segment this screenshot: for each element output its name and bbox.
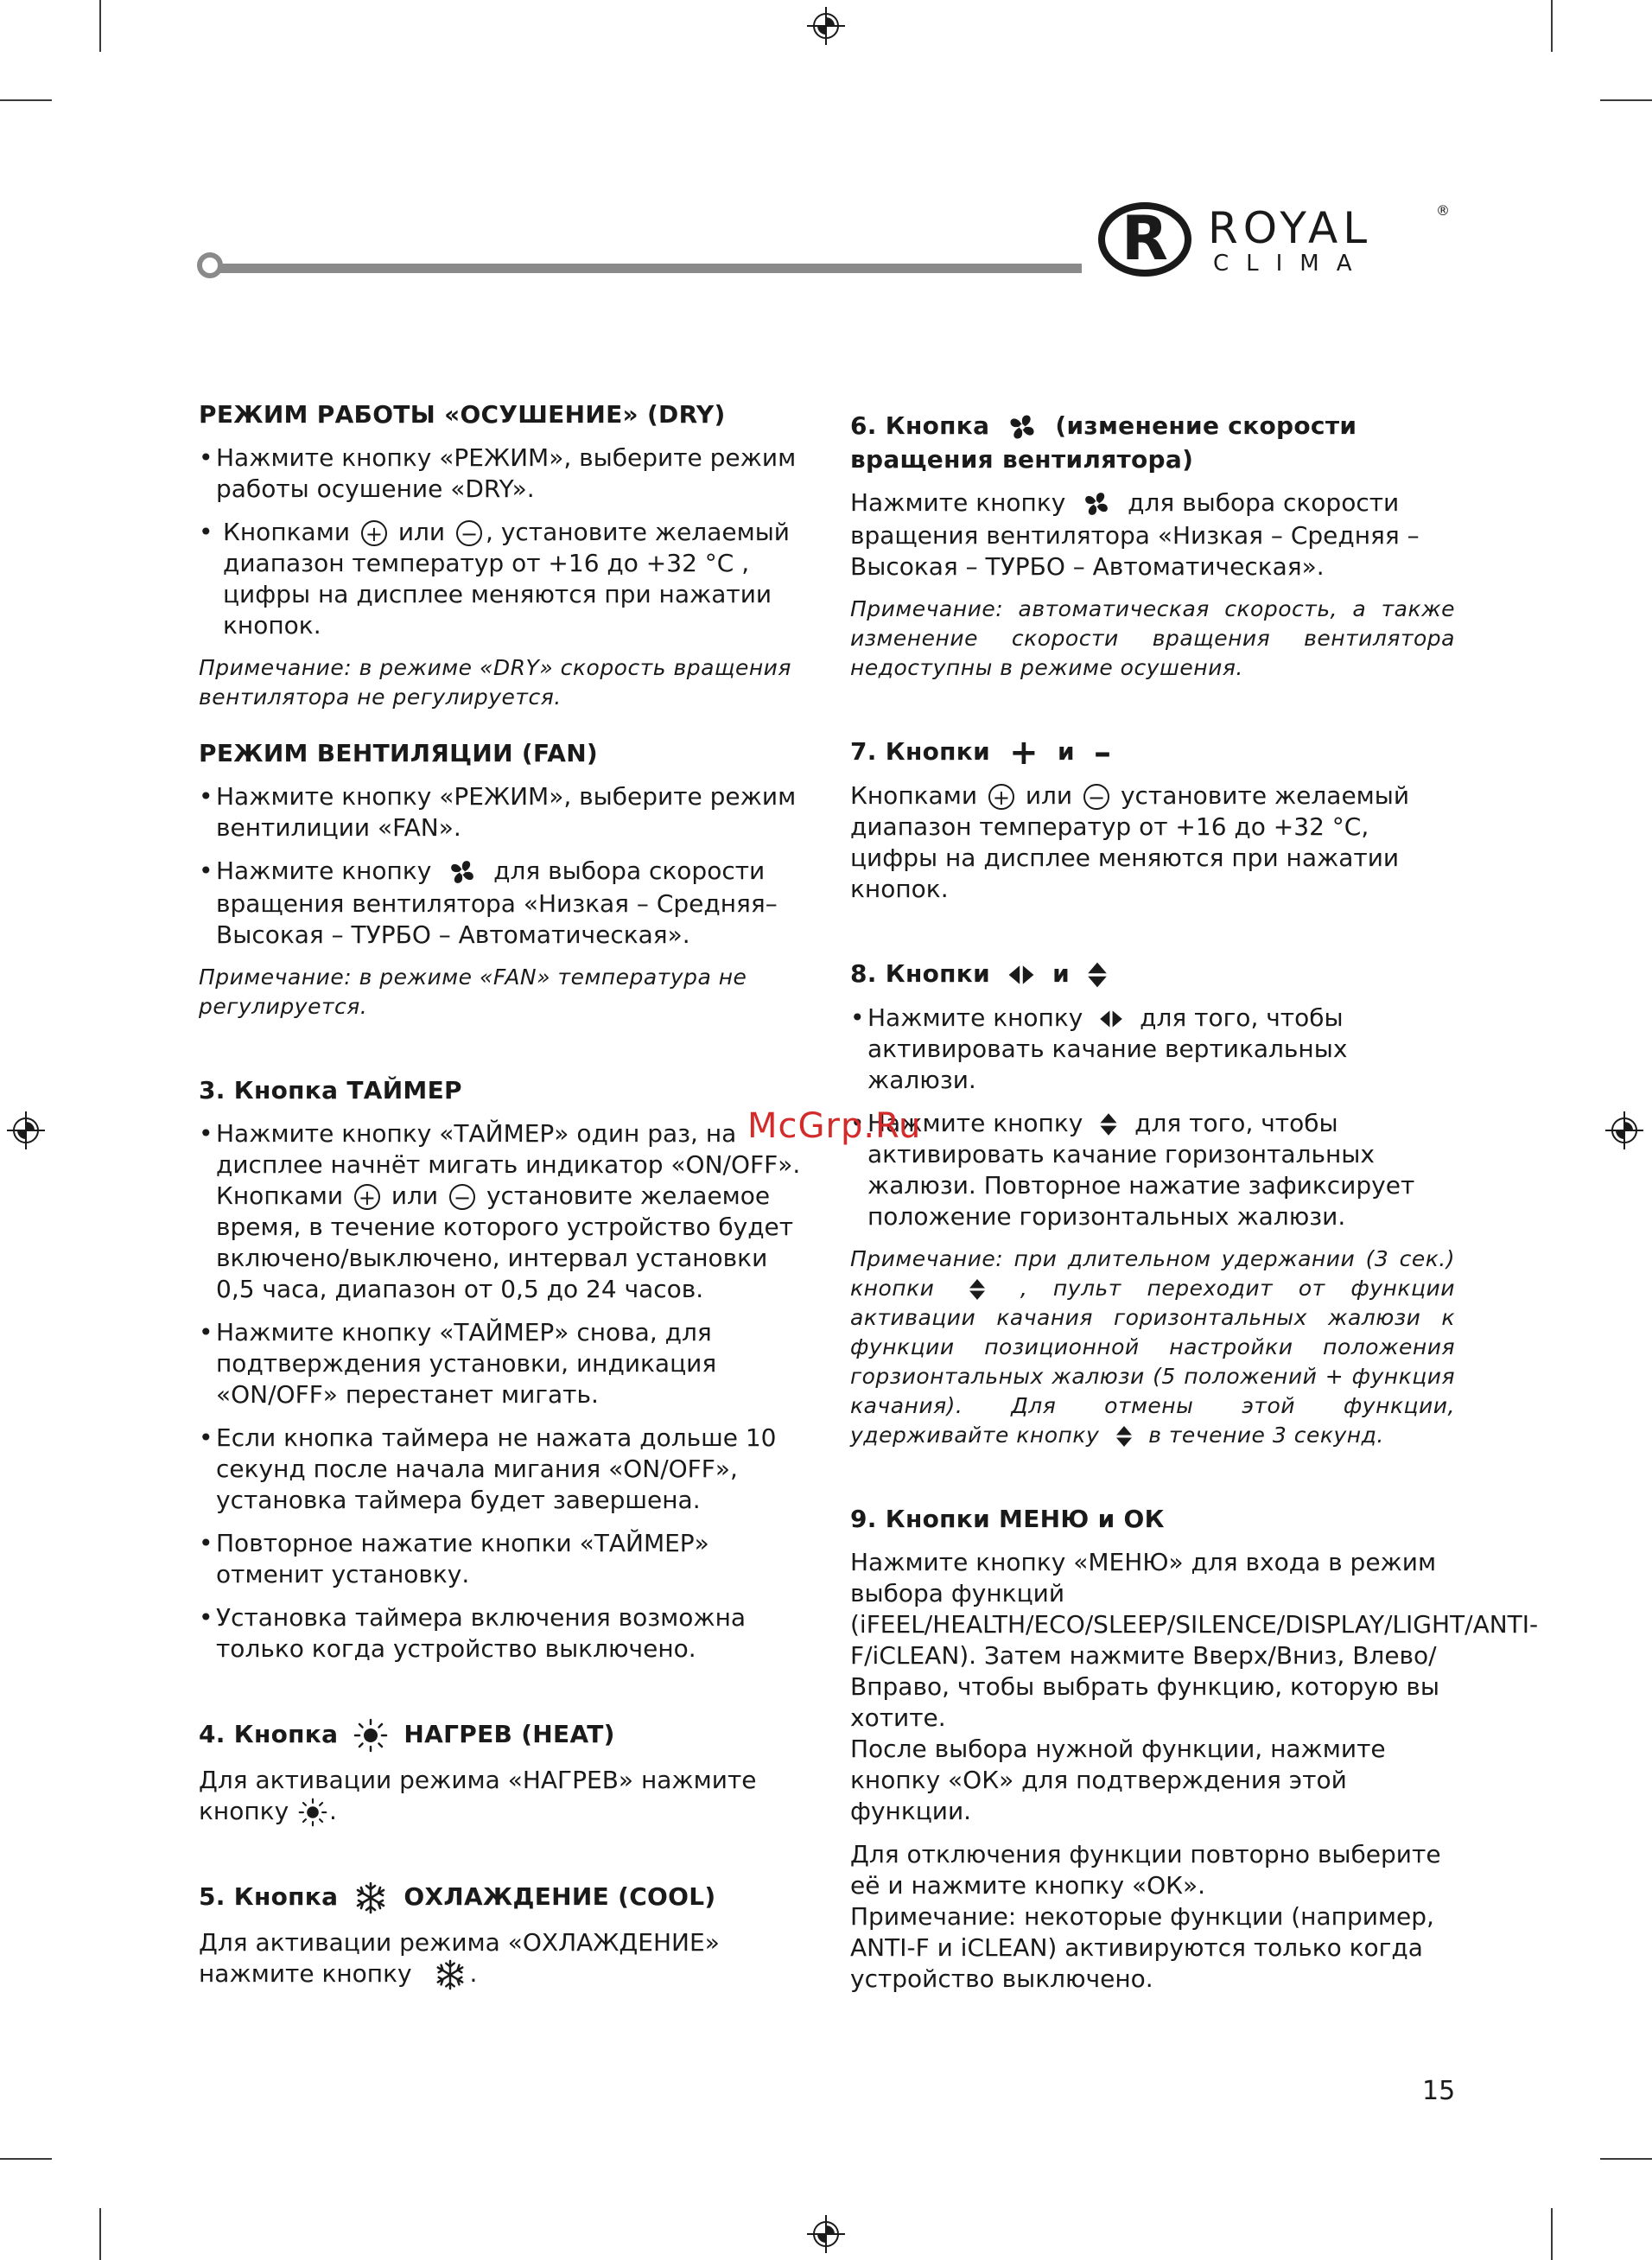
minus-icon: – xyxy=(1093,733,1112,773)
registration-mark-icon xyxy=(807,7,845,45)
sun-icon xyxy=(298,1798,327,1827)
logo-name: ROYAL xyxy=(1208,203,1373,253)
menu-p4: Примечание: некоторые функции (например, ANTI-F и iCLEAN) активируются только когда устройство выключено. xyxy=(850,1902,1434,1993)
fan-icon xyxy=(1080,487,1113,520)
fanbtn-title-post: (изменение скорости вращения вентилятора) xyxy=(850,411,1357,474)
timer-b1-or: или xyxy=(391,1181,439,1210)
dry-b2-pre: Кнопками xyxy=(223,518,351,546)
swing-title-pre: 8. Кнопки xyxy=(850,959,991,988)
minus-circle-icon: − xyxy=(456,520,482,546)
cool-text-pre: Для активации режима «ОХЛАЖДЕНИЕ» нажмите кнопку xyxy=(199,1928,720,1988)
heat-text xyxy=(199,1765,804,1827)
fanbtn-title xyxy=(850,410,1455,475)
dry-b2-post: , установите желаемый диапазон температур от +16 до +32 °C , цифры на дисплее меняются при нажатии кнопок. xyxy=(223,518,790,640)
heat-title-pre: 4. Кнопка xyxy=(199,1720,339,1748)
dry-bullet-1: • Нажмите кнопку «РЕЖИМ», выберите режим работы осушение «DRY». xyxy=(199,442,804,505)
brand-logo xyxy=(1097,199,1460,285)
heat-title-post: НАГРЕВ (HEAT) xyxy=(403,1720,615,1748)
swing-left-right-icon xyxy=(1097,1008,1125,1030)
swing-b2-pre: Нажмите кнопку xyxy=(867,1109,1083,1137)
fanbtn-text-pre: Нажмите кнопку xyxy=(850,488,1066,517)
timer-title: 3. Кнопка ТАЙМЕР xyxy=(199,1076,462,1105)
plusminus-text-pre: Кнопками xyxy=(850,781,978,810)
plusminus-title-pre: 7. Кнопки xyxy=(850,737,991,766)
fan-bullet-1: • Нажмите кнопку «РЕЖИМ», выберите режим вентилиции «FAN». xyxy=(199,781,804,844)
timer-bullet-3: • Если кнопка таймера не нажата дольше 10 секунд после начала мигания «ON/OFF», установка таймера будет завершена. xyxy=(199,1423,804,1516)
fanbtn-text-post: для выбора скорости вращения вентилятора «Низкая – Средняя – Высокая – ТУРБО – Автоматическая». xyxy=(850,488,1420,581)
minus-circle-icon: − xyxy=(1083,784,1109,810)
swing-up-down-icon xyxy=(1085,959,1109,990)
snowflake-icon xyxy=(353,1881,388,1915)
swing-note xyxy=(850,1245,1455,1450)
fanbtn-title-pre: 6. Кнопка xyxy=(850,411,990,440)
header-rule-cap xyxy=(197,252,223,278)
timer-bullet-4: • Повторное нажатие кнопки «ТАЙМЕР» отменит установку. xyxy=(199,1528,804,1590)
fan-title: РЕЖИМ ВЕНТИЛЯЦИИ (FAN) xyxy=(199,739,599,767)
cool-title-pre: 5. Кнопка xyxy=(199,1882,339,1911)
logo-registered: ® xyxy=(1436,202,1450,219)
swing-bullet-2 xyxy=(850,1108,1455,1232)
swing-up-down-icon xyxy=(1114,1423,1134,1449)
fan-bullet-2 xyxy=(199,856,804,951)
header-rule xyxy=(213,264,1082,273)
cool-text-post: . xyxy=(469,1959,478,1988)
plusminus-text-or: или xyxy=(1025,781,1073,810)
fanbtn-note: Примечание: автоматическая скорость, а также изменение скорости вращения вентилятора недоступны в режиме осушения. xyxy=(850,596,1455,680)
logo-subname: CLIMA xyxy=(1213,251,1369,277)
swing-b2-post: для того, чтобы активировать качание горизонтальных жалюзи. Повторное нажатие зафиксирует положение горизонтальных жалюзи. xyxy=(867,1109,1415,1231)
cool-text xyxy=(199,1927,804,1991)
swing-left-right-icon xyxy=(1006,963,1037,987)
heat-text-pre: Для активации режима «НАГРЕВ» нажмите кнопку xyxy=(199,1766,757,1825)
dry-b2-or: или xyxy=(397,518,446,546)
crop-mark xyxy=(0,2158,52,2160)
menu-title: 9. Кнопки МЕНЮ и ОК xyxy=(850,1505,1165,1533)
menu-p3: Для отключения функции повторно выберите её и нажмите кнопку «ОК». xyxy=(850,1840,1441,1900)
swing-up-down-icon xyxy=(1097,1111,1120,1138)
swing-b1-post: для того, чтобы активировать качание вертикальных жалюзи. xyxy=(867,1003,1348,1094)
crop-mark xyxy=(0,99,52,101)
heat-text-post: . xyxy=(329,1797,337,1825)
crop-mark xyxy=(99,0,101,52)
plusminus-title xyxy=(850,733,1455,773)
right-column xyxy=(850,410,1539,1995)
swing-note-pre: Примечание: при длительном удержании (3 сек.) кнопки xyxy=(850,1246,1455,1301)
plus-icon: + xyxy=(1009,733,1039,773)
cool-title-post: ОХЛАЖДЕНИЕ (COOL) xyxy=(403,1882,716,1911)
fan-b2-pre: Нажмите кнопку xyxy=(216,856,432,885)
registration-mark-icon xyxy=(807,2215,845,2253)
sun-icon xyxy=(353,1718,388,1753)
swing-note-post: в течение 3 секунд. xyxy=(1148,1423,1384,1448)
menu-p1: Нажмите кнопку «МЕНЮ» для входа в режим выбора функций (iFEEL/HEALTH/ECO/SLEEP/SILENCE/DISPLAY/LIGHT/ANTI-F/iCLEAN). Затем нажмите Вверх/Вниз, Влево/Вправо, чтобы выбрать функцию, которую вы хотите. xyxy=(850,1548,1539,1732)
fan-icon xyxy=(446,856,479,888)
crop-mark xyxy=(1600,99,1652,101)
dry-title: РЕЖИМ РАБОТЫ «ОСУШЕНИЕ» (DRY) xyxy=(199,400,726,429)
registration-mark-icon xyxy=(7,1111,45,1149)
plus-circle-icon: + xyxy=(988,784,1014,810)
timer-b1-a: Нажмите кнопку «ТАЙМЕР» один раз, на дисплее начнёт мигать индикатор «ON/OFF». Кнопками xyxy=(216,1119,801,1210)
menu-p2: После выбора нужной функции, нажмите кнопку «ОК» для подтверждения этой функции. xyxy=(850,1735,1386,1825)
plus-circle-icon: + xyxy=(354,1184,380,1210)
timer-b1-b: установите желаемое время, в течение которого устройство будет включено/выключено, интервал установки 0,5 часа, диапазон от 0,5 до 24 часов. xyxy=(216,1181,794,1303)
cool-title xyxy=(199,1881,804,1915)
timer-bullet-1 xyxy=(199,1118,804,1305)
heat-title xyxy=(199,1718,804,1753)
timer-bullet-2: • Нажмите кнопку «ТАЙМЕР» снова, для подтверждения установки, индикация «ON/OFF» перестанет мигать. xyxy=(199,1317,804,1410)
plusminus-text-post: установите желаемый диапазон температур от +16 до +32 °C, цифры на дисплее меняются при нажатии кнопок. xyxy=(850,781,1410,903)
plusminus-text xyxy=(850,780,1455,905)
timer-bullet-5: • Установка таймера включения возможна только когда устройство выключено. xyxy=(199,1602,804,1665)
crop-mark xyxy=(99,2208,101,2260)
logo-letter: R xyxy=(1121,203,1168,274)
minus-circle-icon: − xyxy=(449,1184,475,1210)
dry-note: Примечание: в режиме «DRY» скорость вращения вентилятора не регулируется. xyxy=(199,655,791,710)
swing-title-and: и xyxy=(1052,959,1071,988)
fan-icon xyxy=(1005,410,1039,444)
plusminus-title-and: и xyxy=(1057,737,1075,766)
swing-note-mid: , пульт переходит от функции активации качания горизонтальных жалюзи к функции позиционной настройки положения горзионтальных жалюзи (5 положений + функция качания). Для отмены этой функции, удерживайте кнопку xyxy=(850,1276,1456,1448)
crop-mark xyxy=(1551,0,1553,52)
plus-circle-icon: + xyxy=(361,520,387,546)
fanbtn-text xyxy=(850,487,1455,583)
swing-bullet-1 xyxy=(850,1003,1455,1096)
fan-b2-post: для выбора скорости вращения вентилятора «Низкая – Средняя– Высокая – ТУРБО – Автоматическая». xyxy=(216,856,778,949)
left-column xyxy=(199,399,804,1991)
registration-mark-icon xyxy=(1605,1111,1643,1149)
swing-up-down-icon xyxy=(967,1276,988,1302)
watermark: McGrp.Ru xyxy=(747,1106,922,1146)
snowflake-icon xyxy=(434,1958,467,1991)
dry-bullet-2 xyxy=(199,517,804,641)
crop-mark xyxy=(1551,2208,1553,2260)
page-number: 15 xyxy=(1422,2076,1456,2106)
crop-mark xyxy=(1600,2158,1652,2160)
swing-b1-pre: Нажмите кнопку xyxy=(867,1003,1083,1032)
fan-note: Примечание: в режиме «FAN» температура не регулируется. xyxy=(199,964,747,1019)
swing-title xyxy=(850,958,1455,990)
